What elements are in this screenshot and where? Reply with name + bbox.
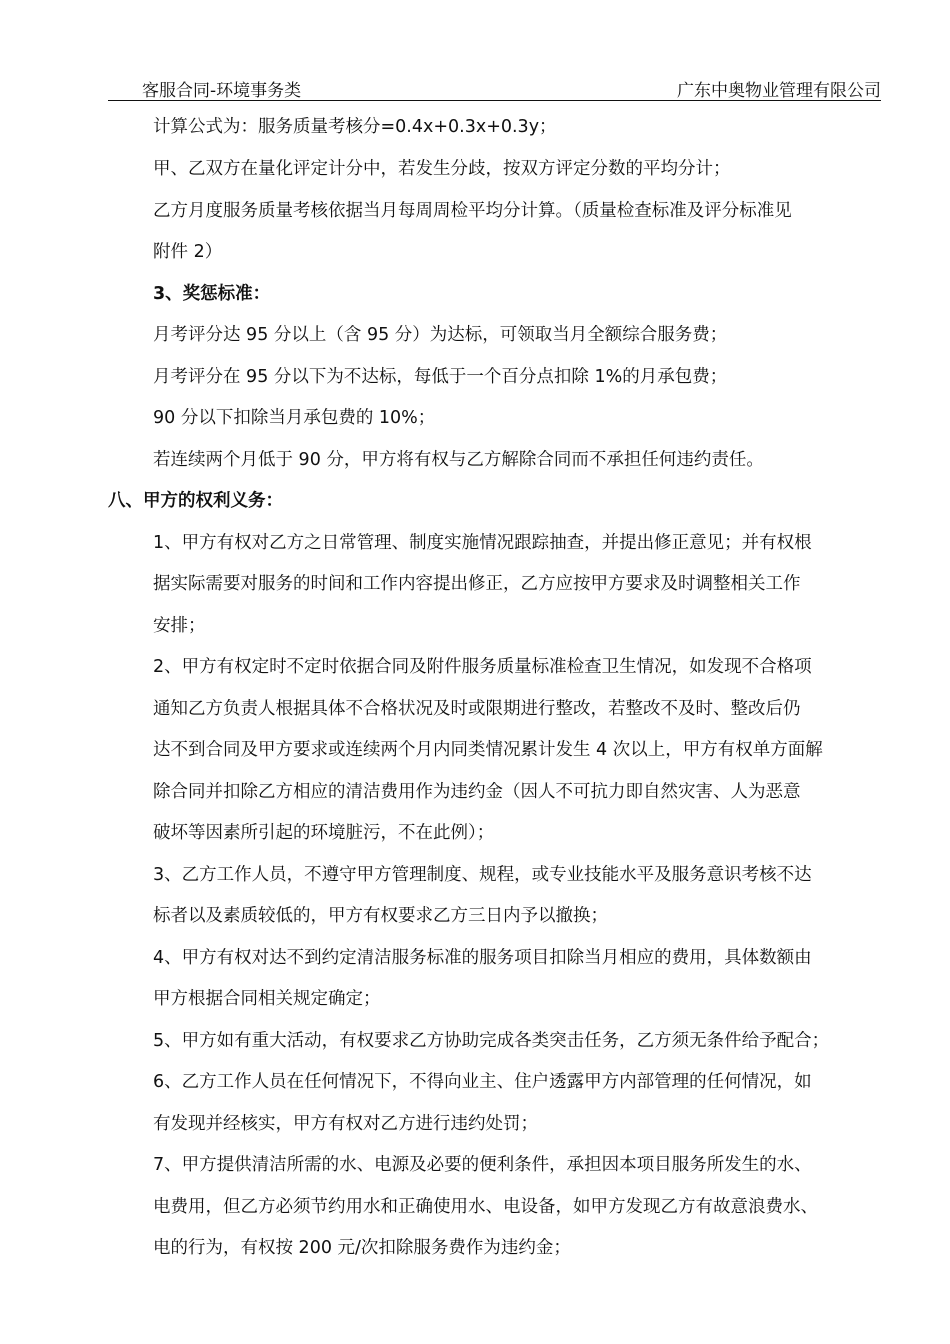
header-document-type: 客服合同-环境事务类: [142, 81, 302, 101]
monthly-score-line-2: 附件 2）: [153, 242, 223, 262]
clause-2-line-5: 破坏等因素所引起的环境脏污，不在此例）；: [153, 823, 495, 843]
monthly-score-line-1: 乙方月度服务质量考核依据当月每周周检平均分计算。（质量检查标准及评分标准见: [153, 201, 792, 221]
clause-4-line-1: 4、甲方有权对达不到约定清洁服务标准的服务项目扣除当月相应的费用，具体数额由: [153, 948, 812, 968]
page-header: [108, 74, 881, 101]
reward-penalty-heading: 3、奖惩标准：: [153, 284, 271, 304]
clause-2-line-2: 通知乙方负责人根据具体不合格状况及时或限期进行整改，若整改不及时、整改后仍: [153, 699, 801, 719]
clause-7-line-3: 电的行为，有权按 200 元/次扣除服务费作为违约金；: [153, 1238, 571, 1258]
formula-line: 计算公式为：服务质量考核分=0.4x+0.3x+0.3y；: [153, 117, 557, 137]
clause-5-line-1: 5、甲方如有重大活动，有权要求乙方协助完成各类突击任务，乙方须无条件给予配合；: [153, 1031, 830, 1051]
clause-1-line-2: 据实际需要对服务的时间和工作内容提出修正，乙方应按甲方要求及时调整相关工作: [153, 574, 801, 594]
clause-1-line-3: 安排；: [153, 616, 206, 636]
clause-2-line-3: 达不到合同及甲方要求或连续两个月内同类情况累计发生 4 次以上，甲方有权单方面解: [153, 740, 823, 760]
clause-7-line-2: 电费用，但乙方必须节约用水和正确使用水、电设备，如甲方发现乙方有故意浪费水、: [153, 1197, 818, 1217]
clause-3-line-1: 3、乙方工作人员，不遵守甲方管理制度、规程，或专业技能水平及服务意识考核不达: [153, 865, 812, 885]
reward-rule-2: 月考评分在 95 分以下为不达标，每低于一个百分点扣除 1%的月承包费；: [153, 367, 728, 387]
dispute-rule-line: 甲、乙双方在量化评定计分中，若发生分歧，按双方评定分数的平均分计；: [153, 159, 731, 179]
section-8-heading: 八、甲方的权利义务：: [108, 491, 283, 511]
clause-6-line-1: 6、乙方工作人员在任何情况下，不得向业主、住户透露甲方内部管理的任何情况，如: [153, 1072, 812, 1092]
clause-4-line-2: 甲方根据合同相关规定确定；: [153, 989, 381, 1009]
header-company-name: 广东中奥物业管理有限公司: [677, 81, 881, 101]
clause-7-line-1: 7、甲方提供清洁所需的水、电源及必要的便利条件，承担因本项目服务所发生的水、: [153, 1155, 812, 1175]
clause-3-line-2: 标者以及素质较低的，甲方有权要求乙方三日内予以撤换；: [153, 906, 608, 926]
reward-rule-1: 月考评分达 95 分以上（含 95 分）为达标，可领取当月全额综合服务费；: [153, 325, 728, 345]
clause-2-line-1: 2、甲方有权定时不定时依据合同及附件服务质量标准检查卫生情况，如发现不合格项: [153, 657, 812, 677]
clause-2-line-4: 除合同并扣除乙方相应的清洁费用作为违约金（因人不可抗力即自然灾害、人为恶意: [153, 782, 801, 802]
clause-1-line-1: 1、甲方有权对乙方之日常管理、制度实施情况跟踪抽查，并提出修正意见；并有权根: [153, 533, 812, 553]
clause-6-line-2: 有发现并经核实，甲方有权对乙方进行违约处罚；: [153, 1114, 538, 1134]
reward-rule-4: 若连续两个月低于 90 分，甲方将有权与乙方解除合同而不承担任何违约责任。: [153, 450, 764, 470]
reward-rule-3: 90 分以下扣除当月承包费的 10%；: [153, 408, 436, 428]
